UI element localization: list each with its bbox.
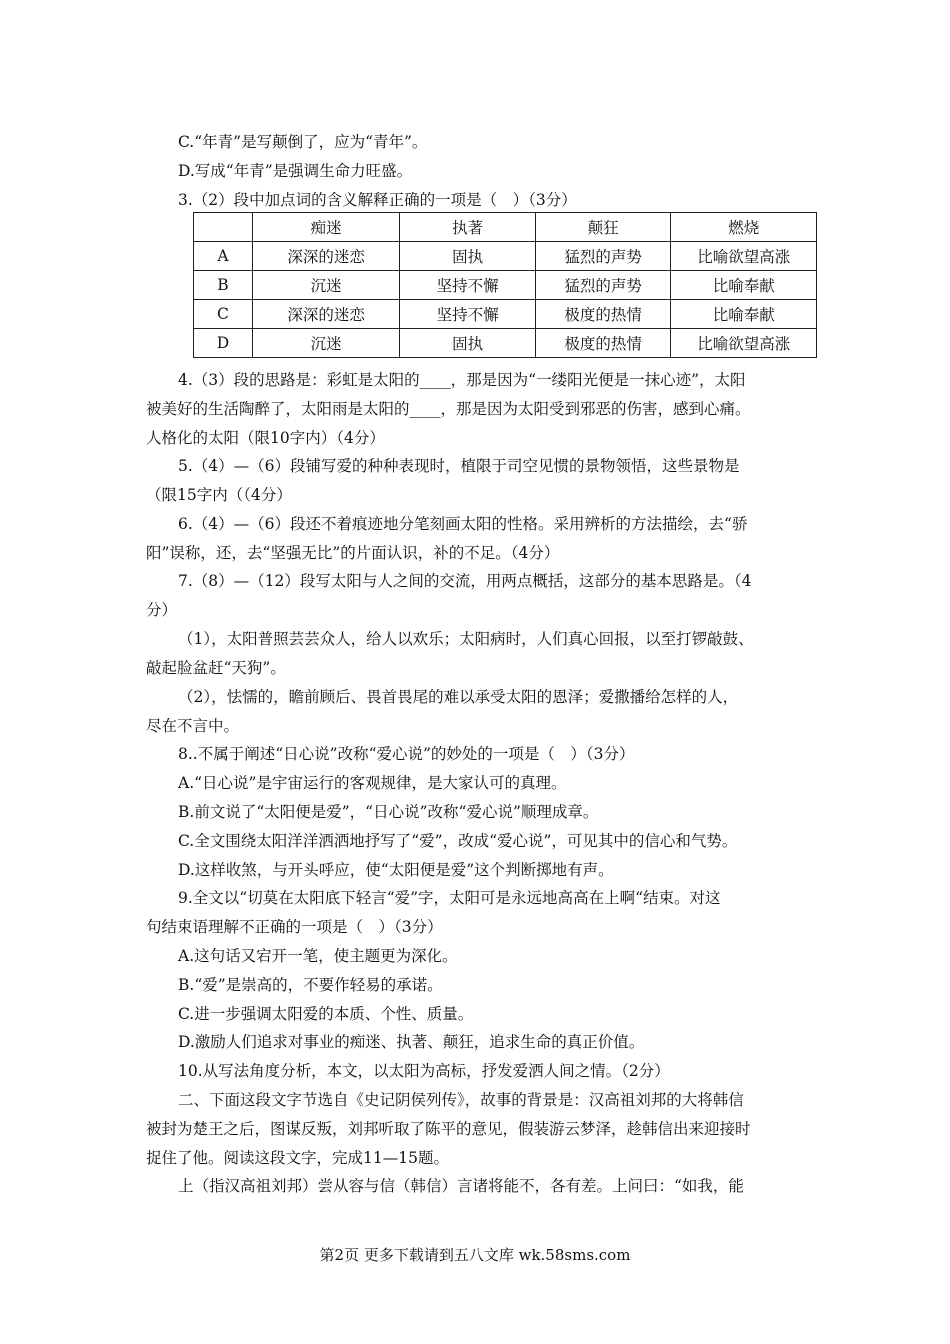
table-cell: 痴迷 [252,213,400,242]
table-cell: C [194,300,253,329]
table-cell: 猛烈的声势 [535,242,671,271]
table-cell: 猛烈的声势 [535,271,671,300]
section-2-intro: 二、下面这段文字节选自《史记阴侯列传》，故事的背景是：汉高祖刘邦的大将韩信 [178,1091,744,1109]
question-10: 10.从写法角度分析，本文，以太阳为高标，抒发爱洒人间之情。（2分） [178,1062,670,1080]
question-4-line: 被美好的生活陶醉了，太阳雨是太阳的____，那是因为太阳受到邪恶的伤害，感到心痛。 [146,400,751,418]
table-header-row [194,213,817,242]
question-4-line: 人格化的太阳（限10字内）（4分） [146,429,385,447]
table-cell: 坚持不懈 [400,271,536,300]
question-3: 3.（2）段中加点词的含义解释正确的一项是（ ）（3分） [178,191,577,209]
question-9-option-d: D.激励人们追求对事业的痴迷、执著、颠狂，追求生命的真正价值。 [178,1033,645,1051]
table-cell: 固执 [400,242,536,271]
question-5-line: （限15字内（（4分） [146,486,292,504]
question-8: 8..不属于阐述“日心说”改称“爱心说”的妙处的一项是（ ）（3分） [178,745,635,763]
table-cell: 燃烧 [671,213,817,242]
page-footer: 第2页 更多下载请到五八文库 wk.58sms.com [319,1246,631,1264]
table-cell: 颠狂 [535,213,671,242]
question-7-line: 分） [146,601,178,619]
table-cell [194,213,253,242]
table-cell: 比喻欲望高涨 [671,242,817,271]
table-cell: 深深的迷恋 [252,242,400,271]
question-9-line: 句结束语理解不正确的一项是（ ）（3分） [146,918,443,936]
question-5-line: 5.（4）—（6）段铺写爱的种种表现时，植限于司空见惯的景物领悟，这些景物是 [178,457,740,475]
question-7-point-2: （2），怯懦的，瞻前顾后、畏首畏尾的难以承受太阳的恩泽；爱撒播给怎样的人， [178,688,739,706]
question-8-option-d: D.这样收煞，与开头呼应，使“太阳便是爱”这个判断掷地有声。 [178,861,614,879]
question-7-line: 7.（8）—（12）段写太阳与人之间的交流，用两点概括，这部分的基本思路是。（4 [178,572,752,590]
table-row [194,242,817,271]
table-cell: 执著 [400,213,536,242]
table-cell: 坚持不懈 [400,300,536,329]
table-cell: 比喻奉献 [671,271,817,300]
option-c-line: C.“年青”是写颠倒了，应为“青年”。 [178,133,428,151]
table-cell: A [194,242,253,271]
section-2-intro: 被封为楚王之后，图谋反叛，刘邦听取了陈平的意见，假装游云梦泽，趁韩信出来迎接时 [146,1120,751,1138]
question-6-line: 6.（4）—（6）段还不着痕迹地分笔刻画太阳的性格。采用辨析的方法描绘，去“骄 [178,515,748,533]
question-7-point-1: （1），太阳普照芸芸众人，给人以欢乐；太阳病时，人们真心回报，以至打锣敲鼓、 [178,630,754,648]
table-cell: 沉迷 [252,271,400,300]
table-cell: D [194,329,253,358]
question-9-option-a: A.这句话又宕开一笔，使主题更为深化。 [178,947,458,965]
question-8-option-b: B.前文说了“太阳便是爱”，“日心说”改称“爱心说”顺理成章。 [178,803,599,821]
question-9-option-b: B.“爱”是崇高的，不要作轻易的承诺。 [178,976,443,994]
table-cell: 比喻奉献 [671,300,817,329]
question-7-point-1: 敲起脸盆赶“天狗”。 [146,659,286,677]
question-7-point-2: 尽在不言中。 [146,717,240,735]
question-9-line: 9.全文以“切莫在太阳底下轻言“爱”字，太阳可是永远地高高在上啊“结束。对这 [178,889,721,907]
question-9-option-c: C.进一步强调太阳爱的本质、个性、质量。 [178,1005,474,1023]
question-8-option-a: A.“日心说”是宇宙运行的客观规律，是大家认可的真理。 [178,774,567,792]
option-d-line: D.写成“年青”是强调生命力旺盛。 [178,162,413,180]
table-cell: B [194,271,253,300]
table-cell: 极度的热情 [535,329,671,358]
section-2-intro: 捉住了他。阅读这段文字，完成11—15题。 [146,1149,449,1167]
question-4-line: 4.（3）段的思路是：彩虹是太阳的____，那是因为“一缕阳光便是一抹心迹”，太阳 [178,371,746,389]
question-8-option-c: C.全文围绕太阳洋洋洒洒地抒写了“爱”，改成“爱心说”，可见其中的信心和气势。 [178,832,738,850]
table-cell: 极度的热情 [535,300,671,329]
question-6-line: 阳”误称，还，去“坚强无比”的片面认识，补的不足。（4分） [146,544,560,562]
table-cell: 固执 [400,329,536,358]
passage-first-line: 上（指汉高祖刘邦）尝从容与信（韩信）言诸将能不，各有差。上问曰：“如我，能 [178,1177,744,1195]
answer-options-table [193,212,817,358]
table-cell: 比喻欲望高涨 [671,329,817,358]
table-row [194,271,817,300]
table-row [194,300,817,329]
table-cell: 沉迷 [252,329,400,358]
table-cell: 深深的迷恋 [252,300,400,329]
table-row [194,329,817,358]
